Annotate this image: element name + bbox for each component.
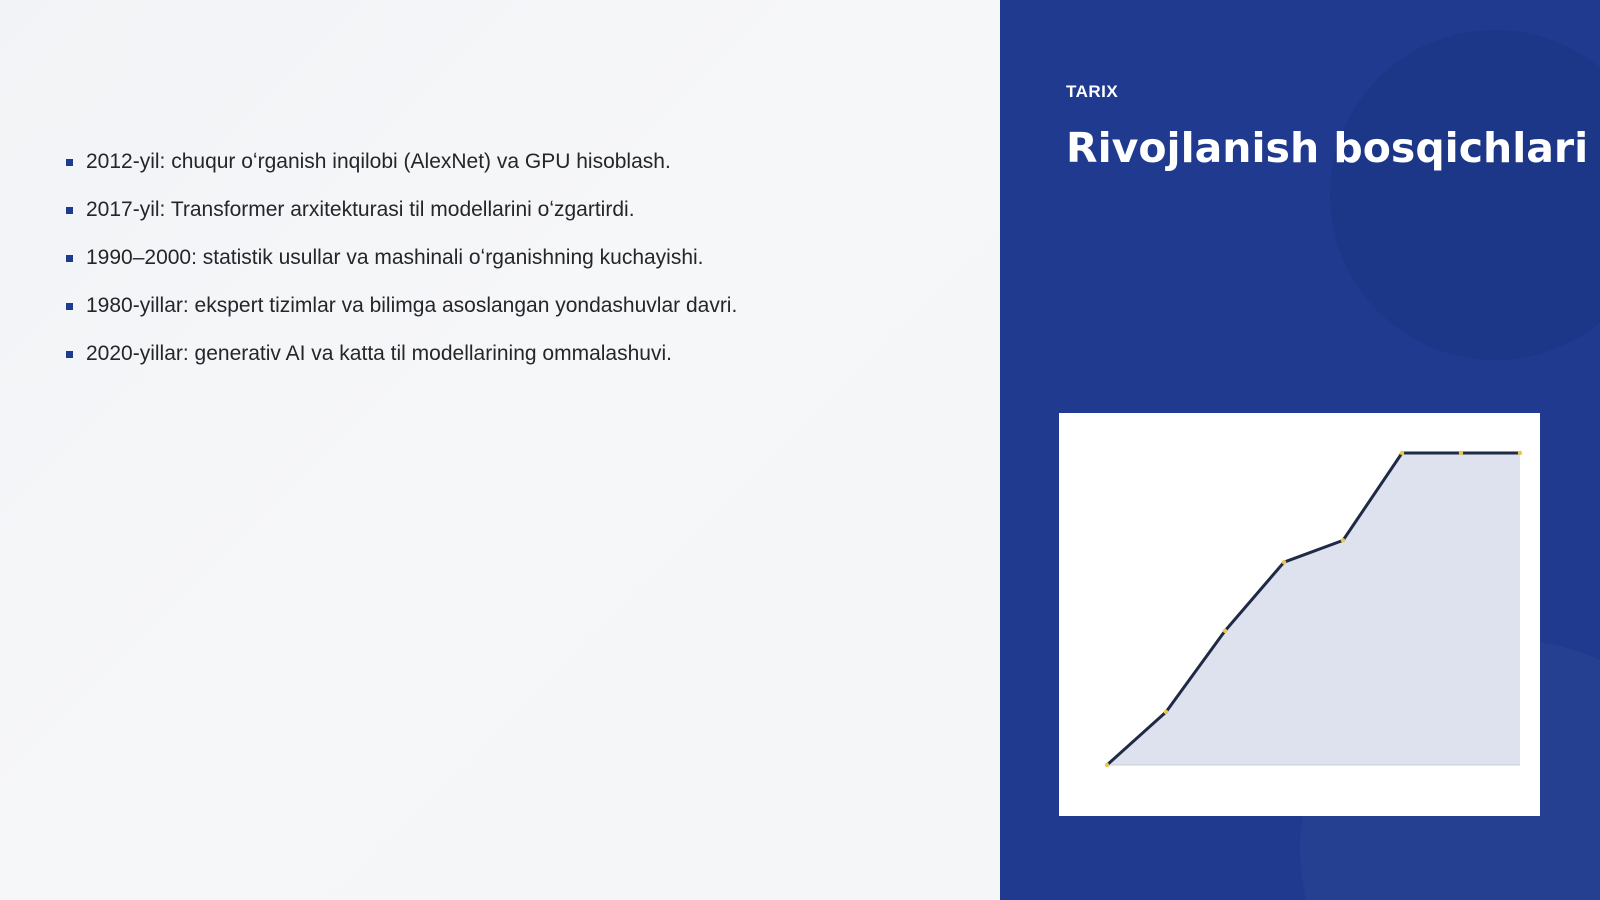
area-chart	[1059, 413, 1540, 816]
list-item	[66, 330, 737, 378]
title-panel	[1000, 0, 1600, 900]
list-item	[66, 138, 737, 186]
list-item-text: 2012-yil: chuqur oʻrganish inqilobi (AlexNet) va GPU hisoblash.	[86, 150, 671, 173]
list-item-text: 2020-yillar: generativ AI va katta til modellarining ommalashuvi.	[86, 342, 672, 365]
chart-point-1	[1105, 763, 1109, 767]
chart-point-5	[1341, 538, 1345, 542]
square-bullet-icon	[66, 159, 73, 166]
chart-card	[1059, 413, 1540, 816]
list-item-text: 1980-yillar: ekspert tizimlar va bilimga asoslangan yondashuvlar davri.	[86, 294, 738, 317]
list-item-text: 2017-yil: Transformer arxitekturasi til modellarini oʻzgartirdi.	[86, 198, 635, 221]
square-bullet-icon	[66, 207, 73, 214]
chart-point-3	[1223, 629, 1227, 633]
square-bullet-icon	[66, 351, 73, 358]
chart-point-8	[1518, 451, 1522, 455]
chart-point-4	[1282, 560, 1286, 564]
square-bullet-icon	[66, 255, 73, 262]
square-bullet-icon	[66, 303, 73, 310]
list-item	[66, 186, 737, 234]
chart-point-2	[1164, 710, 1168, 714]
background-decoration	[1330, 30, 1600, 360]
list-item	[66, 282, 737, 330]
page-title: Rivojlanish bosqichlari	[1066, 124, 1589, 172]
list-item	[66, 234, 737, 282]
list-item-text: 1990–2000: statistik usullar va mashinali oʻrganishning kuchayishi.	[86, 246, 704, 269]
section-eyebrow: TARIX	[1066, 82, 1119, 101]
bullet-list	[66, 138, 737, 378]
chart-point-6	[1400, 451, 1404, 455]
chart-point-7	[1459, 451, 1463, 455]
chart-area-fill	[1107, 453, 1520, 765]
